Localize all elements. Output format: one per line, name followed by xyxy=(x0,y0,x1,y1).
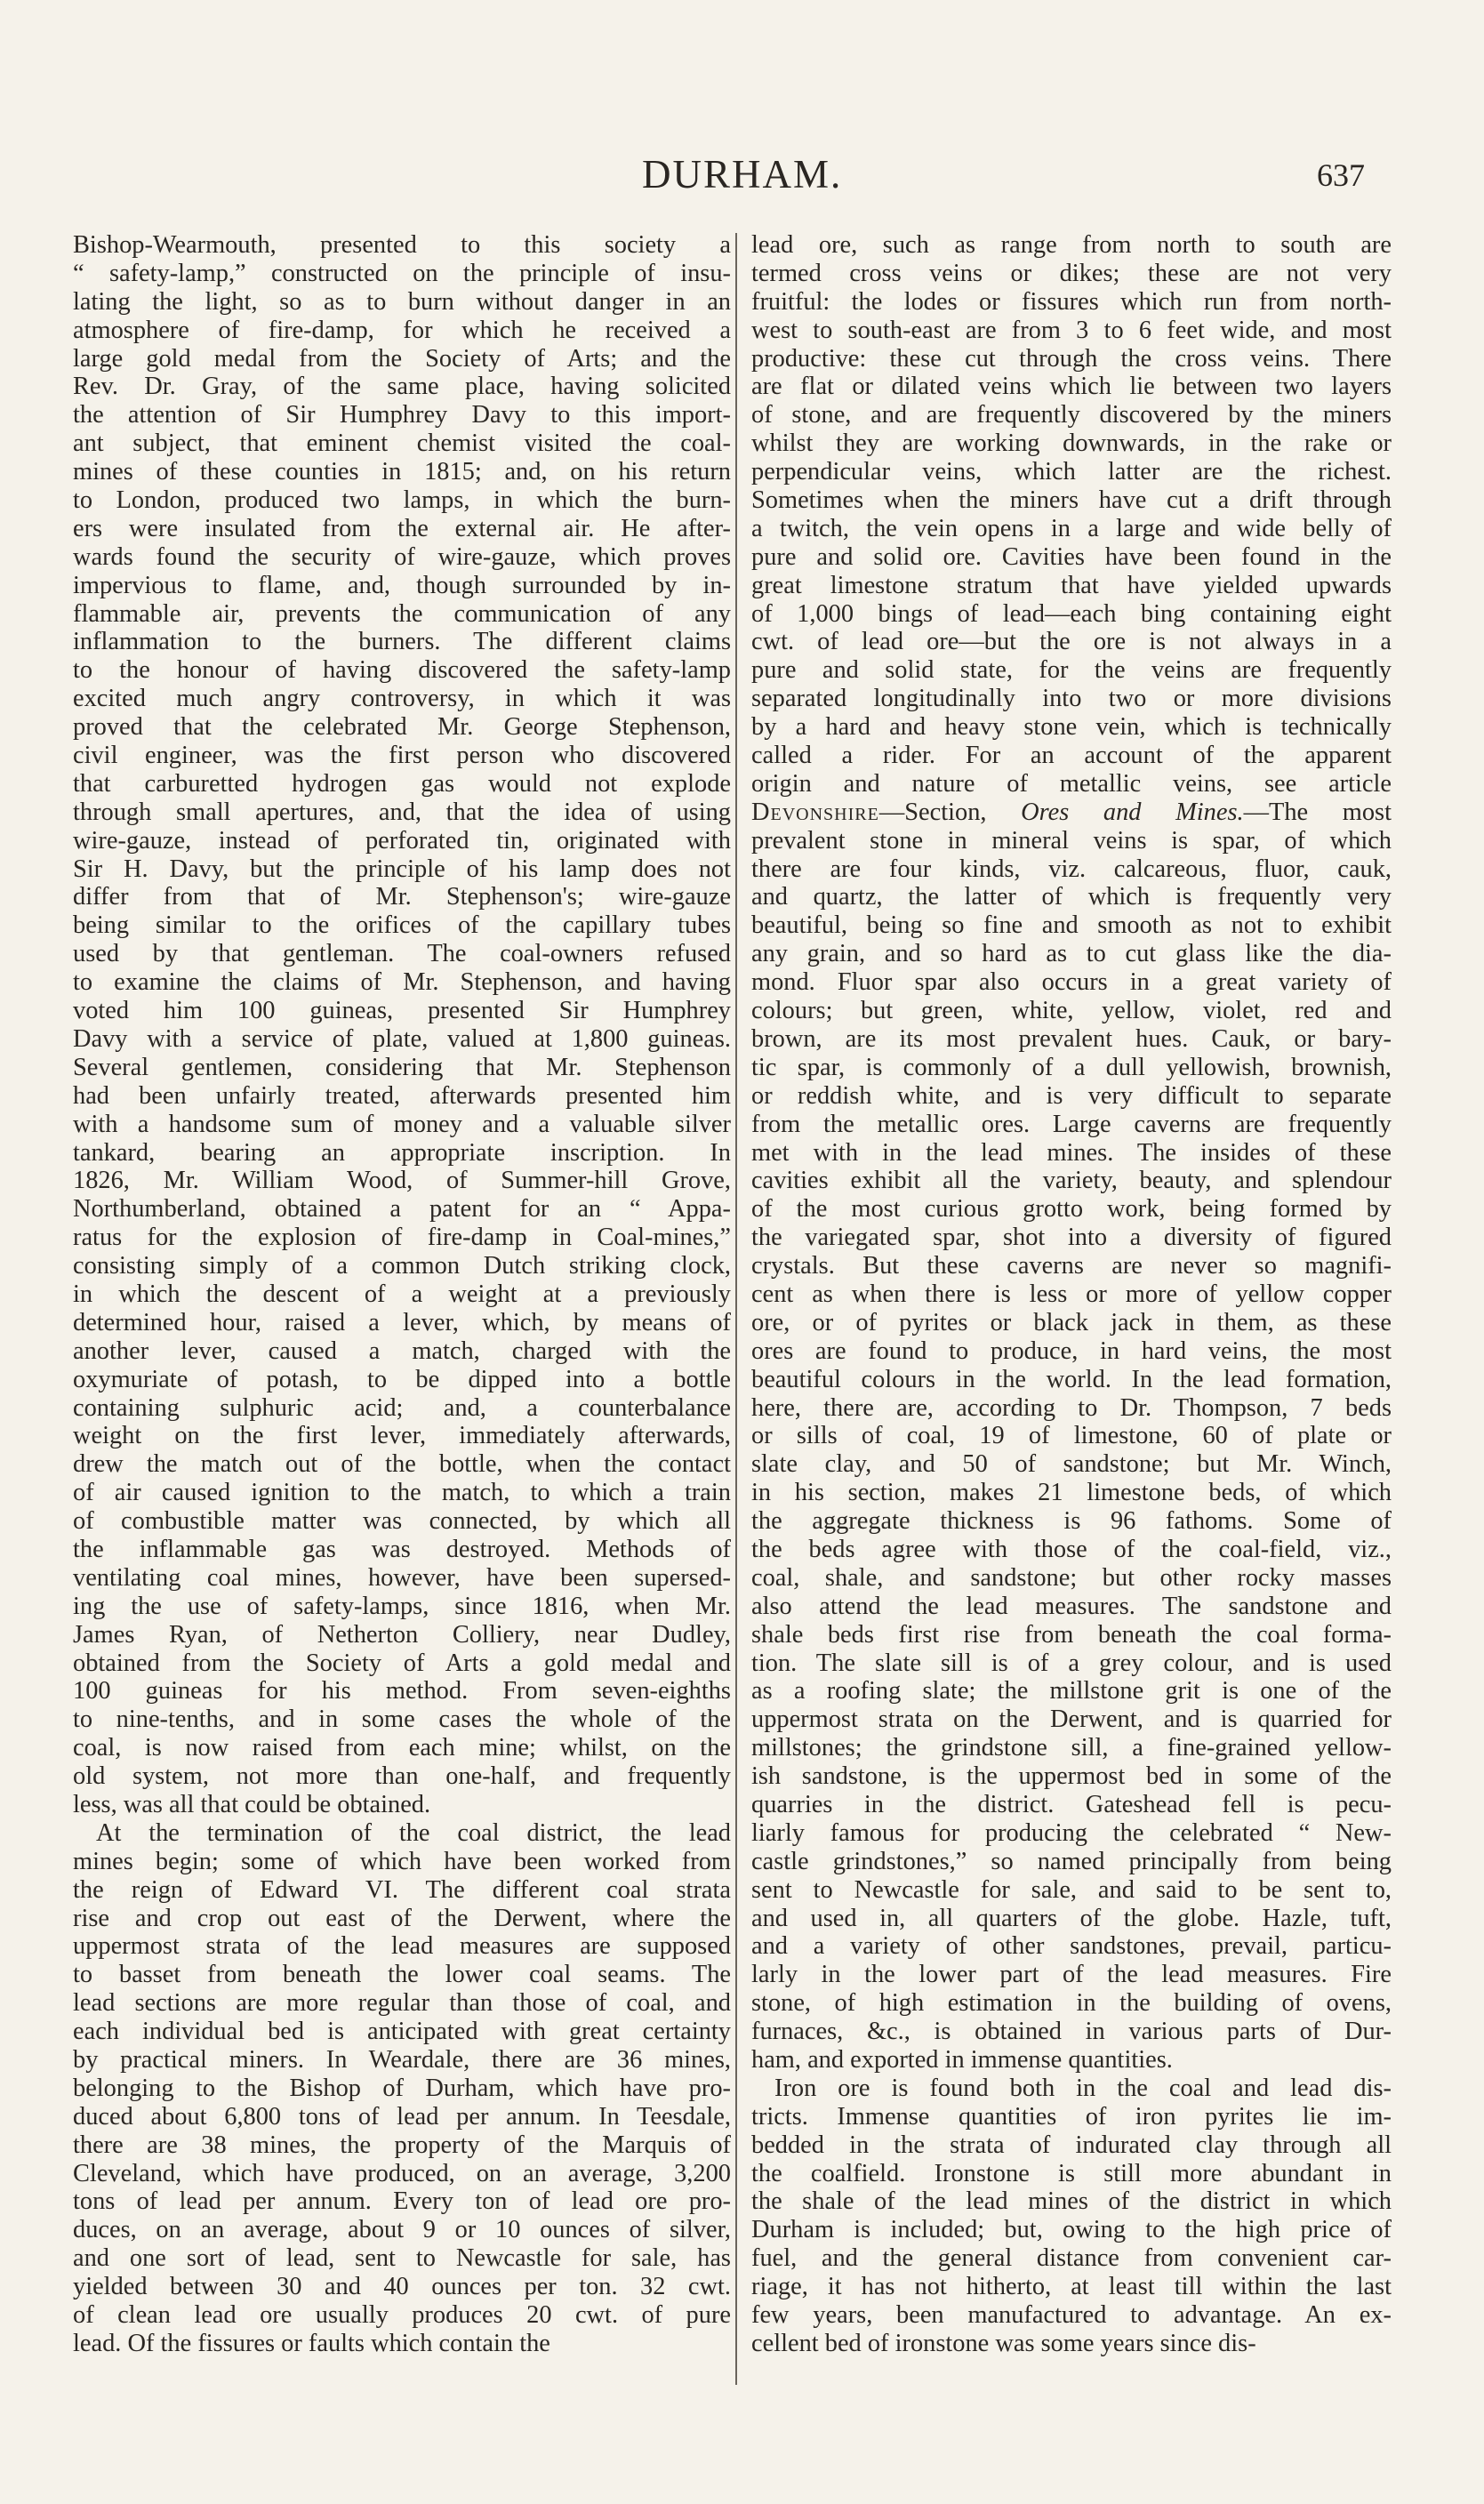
text-line: fuel, and the general distance from convenient car- xyxy=(751,2244,1392,2273)
text-line: flammable air, prevents the communication of any xyxy=(73,599,731,628)
text-line: by a hard and heavy stone vein, which is technically xyxy=(751,713,1392,742)
text-line: are flat or dilated veins which lie between two layers xyxy=(751,373,1392,401)
text-line: consisting simply of a common Dutch striking clock, xyxy=(73,1252,731,1280)
text-line: fruitful: the lodes or fissures which run from north- xyxy=(751,287,1392,316)
text-line: uppermost strata on the Derwent, and is quarried for xyxy=(751,1705,1392,1734)
text-line: the variegated spar, shot into a diversity of figured xyxy=(751,1224,1392,1252)
text-line: prevalent stone in mineral veins is spar, of which xyxy=(751,826,1392,855)
text-line: colours; but green, white, yellow, violet, red and xyxy=(751,997,1392,1025)
text-line: cavities exhibit all the variety, beauty, and splendour xyxy=(751,1167,1392,1195)
text-line: productive: these cut through the cross veins. There xyxy=(751,344,1392,373)
text-line: a twitch, the vein opens in a large and wide belly of xyxy=(751,514,1392,542)
text-line: by practical miners. In Weardale, there are 36 mines, xyxy=(73,2046,731,2074)
text-line: here, there are, according to Dr. Thompson, 7 beds xyxy=(751,1393,1392,1422)
text-line: Bishop-Wearmouth, presented to this society a xyxy=(73,231,731,259)
text-line: the shale of the lead mines of the district in which xyxy=(751,2187,1392,2216)
text-line: to London, produced two lamps, in which the burn- xyxy=(73,486,731,515)
text-line: Sir H. Davy, but the principle of his lamp does not xyxy=(73,855,731,883)
text-line: drew the match out of the bottle, when the contact xyxy=(73,1450,731,1479)
text-line: west to south-east are from 3 to 6 feet wide, and most xyxy=(751,316,1392,344)
text-line: beautiful, being so fine and smooth as not to exhibit xyxy=(751,911,1392,940)
text-line: “ safety-lamp,” constructed on the principle of insu- xyxy=(73,259,731,287)
text-line: ratus for the explosion of fire-damp in Coal-mines,” xyxy=(73,1224,731,1252)
text-line: the attention of Sir Humphrey Davy to this import- xyxy=(73,401,731,429)
text-line: differ from that of Mr. Stephenson's; wire-gauze xyxy=(73,883,731,911)
text-line: as a roofing slate; the millstone grit is one of the xyxy=(751,1677,1392,1705)
text-line: and quartz, the latter of which is frequently very xyxy=(751,883,1392,911)
text-line: the beds agree with those of the coal-field, viz., xyxy=(751,1535,1392,1563)
text-line: lating the light, so as to burn without danger in an xyxy=(73,287,731,316)
text-line: separated longitudinally into two or more divisions xyxy=(751,685,1392,713)
text-line: Rev. Dr. Gray, of the same place, having solicited xyxy=(73,373,731,401)
text-line: pure and solid ore. Cavities have been found in the xyxy=(751,542,1392,571)
text-line: rise and crop out east of the Derwent, where the xyxy=(73,1904,731,1932)
text-line: ores are found to produce, in hard veins, the most xyxy=(751,1336,1392,1365)
text-line: Davy with a service of plate, valued at 1,800 guineas. xyxy=(73,1024,731,1053)
text-line: cwt. of lead ore—but the ore is not always in a xyxy=(751,628,1392,656)
page-number: 637 xyxy=(1317,157,1365,193)
text-line: cent as when there is less or more of yellow copper xyxy=(751,1280,1392,1308)
text-line: from the metallic ores. Large caverns are frequently xyxy=(751,1110,1392,1138)
text-line: Durham is included; but, owing to the high price of xyxy=(751,2216,1392,2244)
text-line: duced about 6,800 tons of lead per annum. In Teesdale, xyxy=(73,2102,731,2131)
text-line: the aggregate thickness is 96 fathoms. Some of xyxy=(751,1507,1392,1536)
text-line: through small apertures, and, that the idea of using xyxy=(73,798,731,826)
text-line: termed cross veins or dikes; these are not very xyxy=(751,259,1392,287)
text-line: to nine-tenths, and in some cases the whole of the xyxy=(73,1705,731,1734)
text-line: liarly famous for producing the celebrated “ New- xyxy=(751,1818,1392,1847)
text-line: Cleveland, which have produced, on an average, 3,200 xyxy=(73,2159,731,2187)
text-line: and one sort of lead, sent to Newcastle for sale, has xyxy=(73,2244,731,2273)
text-line: pure and solid state, for the veins are frequently xyxy=(751,656,1392,685)
text-line: or reddish white, and is very difficult to separate xyxy=(751,1081,1392,1110)
text-line: duces, on an average, about 9 or 10 ounces of silver, xyxy=(73,2216,731,2244)
right-column xyxy=(751,231,1392,2358)
text-line: large gold medal from the Society of Arts; and the xyxy=(73,344,731,373)
text-line: in his section, makes 21 limestone beds, of which xyxy=(751,1479,1392,1507)
text-line: also attend the lead measures. The sandstone and xyxy=(751,1592,1392,1620)
text-line: wards found the security of wire-gauze, which proves xyxy=(73,542,731,571)
text-line: proved that the celebrated Mr. George Stephenson, xyxy=(73,713,731,742)
text-line: there are 38 mines, the property of the Marquis of xyxy=(73,2131,731,2159)
text-line: larly in the lower part of the lead measures. Fire xyxy=(751,1961,1392,1989)
text-line: beautiful colours in the world. In the lead formation, xyxy=(751,1365,1392,1393)
text-line: ventilating coal mines, however, have been supersed- xyxy=(73,1563,731,1592)
text-line: and a variety of other sandstones, prevail, particu- xyxy=(751,1932,1392,1961)
text-line: whilst they are working downwards, in the rake or xyxy=(751,429,1392,458)
text-line: the coalfield. Ironstone is still more abundant in xyxy=(751,2159,1392,2187)
text-line: tons of lead per annum. Every ton of lead ore pro- xyxy=(73,2187,731,2216)
text-line: of clean lead ore usually produces 20 cwt. of pure xyxy=(73,2301,731,2330)
text-line: ers were insulated from the external air. He after- xyxy=(73,514,731,542)
text-line: Iron ore is found both in the coal and lead dis- xyxy=(774,2074,1392,2102)
text-line: in which the descent of a weight at a previously xyxy=(73,1280,731,1308)
text-line: called a rider. For an account of the apparent xyxy=(751,742,1392,770)
text-line: coal, is now raised from each mine; whilst, on the xyxy=(73,1734,731,1762)
text-line: determined hour, raised a lever, which, by means of xyxy=(73,1308,731,1336)
text-line: lead. Of the fissures or faults which contain the xyxy=(73,2329,550,2357)
text-line: perpendicular veins, which latter are the richest. xyxy=(751,458,1392,486)
text-line: to the honour of having discovered the safety-lamp xyxy=(73,656,731,685)
text-line: castle grindstones,” so named principally from being xyxy=(751,1847,1392,1875)
text-line: wire-gauze, instead of perforated tin, originated with xyxy=(73,826,731,855)
text-line: less, was all that could be obtained. xyxy=(73,1790,431,1818)
text-line: riage, it has not hitherto, at least till within the last xyxy=(751,2273,1392,2301)
text-line: tion. The slate sill is of a grey colour, and is used xyxy=(751,1649,1392,1677)
text-line: ore, or of pyrites or black jack in them, as these xyxy=(751,1308,1392,1336)
text-line: slate clay, and 50 of sandstone; but Mr. Winch, xyxy=(751,1450,1392,1479)
text-line: the reign of Edward VI. The different coal strata xyxy=(73,1875,731,1904)
text-line: inflammation to the burners. The different claims xyxy=(73,628,731,656)
text-line: James Ryan, of Netherton Colliery, near Dudley, xyxy=(73,1620,731,1649)
text-line: to basset from beneath the lower coal seams. The xyxy=(73,1961,731,1989)
left-column xyxy=(73,231,731,2358)
text-line: to examine the claims of Mr. Stephenson, and having xyxy=(73,968,731,997)
text-line: quarries in the district. Gateshead fell is pecu- xyxy=(751,1790,1392,1818)
text-line: used by that gentleman. The coal-owners refused xyxy=(73,940,731,968)
text-line: oxymuriate of potash, to be dipped into a bottle xyxy=(73,1365,731,1393)
text-line: or sills of coal, 19 of limestone, 60 of plate or xyxy=(751,1422,1392,1450)
text-line: Sometimes when the miners have cut a drift through xyxy=(751,486,1392,515)
text-line: origin and nature of metallic veins, see article xyxy=(751,769,1392,798)
text-line: excited much angry controversy, in which it was xyxy=(73,685,731,713)
text-line: atmosphere of fire-damp, for which he received a xyxy=(73,316,731,344)
text-line: yielded between 30 and 40 ounces per ton. 32 cwt. xyxy=(73,2273,731,2301)
text-line: each individual bed is anticipated with great certainty xyxy=(73,2018,731,2046)
text-line: ing the use of safety-lamps, since 1816, when Mr. xyxy=(73,1592,731,1620)
text-line: 100 guineas for his method. From seven-eighths xyxy=(73,1677,731,1705)
text-line: met with in the lead mines. The insides of these xyxy=(751,1138,1392,1167)
text-line: shale beds first rise from beneath the coal forma- xyxy=(751,1620,1392,1649)
text-line: of 1,000 bings of lead—each bing containing eight xyxy=(751,599,1392,628)
text-line: At the termination of the coal district, the lead xyxy=(96,1818,731,1847)
page-title: DURHAM. xyxy=(642,152,843,197)
text-line: uppermost strata of the lead measures are supposed xyxy=(73,1932,731,1961)
text-line: of the most curious grotto work, being formed by xyxy=(751,1195,1392,1224)
text-line: any grain, and so hard as to cut glass like the dia- xyxy=(751,940,1392,968)
text-line: furnaces, &c., is obtained in various parts of Dur- xyxy=(751,2018,1392,2046)
text-line: ant subject, that eminent chemist visited the coal- xyxy=(73,429,731,458)
text-line: impervious to flame, and, though surrounded by in- xyxy=(73,571,731,599)
text-line: brown, are its most prevalent hues. Cauk, or bary- xyxy=(751,1024,1392,1053)
running-head xyxy=(0,151,1484,205)
text-line: and used in, all quarters of the globe. Hazle, tuft, xyxy=(751,1904,1392,1932)
text-line: of air caused ignition to the match, to which a train xyxy=(73,1479,731,1507)
text-line: Several gentlemen, considering that Mr. Stephenson xyxy=(73,1053,731,1081)
text-line: lead sections are more regular than those of coal, and xyxy=(73,1989,731,2018)
text-line: tic spar, is commonly of a dull yellowish, brownish, xyxy=(751,1053,1392,1081)
text-line: weight on the first lever, immediately afterwards, xyxy=(73,1422,731,1450)
text-line: of combustible matter was connected, by which all xyxy=(73,1507,731,1536)
text-line: ham, and exported in immense quantities. xyxy=(751,2046,1173,2074)
text-line: few years, been manufactured to advantage. An ex- xyxy=(751,2301,1392,2330)
text-line: that carburetted hydrogen gas would not explode xyxy=(73,769,731,798)
text-line: crystals. But these caverns are never so magnifi- xyxy=(751,1252,1392,1280)
text-line: being similar to the orifices of the capillary tubes xyxy=(73,911,731,940)
text-line: coal, shale, and sandstone; but other rocky masses xyxy=(751,1563,1392,1592)
text-line: mond. Fluor spar also occurs in a great variety of xyxy=(751,968,1392,997)
text-line: Devonshire—Section, Ores and Mines.—The most xyxy=(751,798,1392,826)
text-line: mines begin; some of which have been worked from xyxy=(73,1847,731,1875)
text-line: the inflammable gas was destroyed. Methods of xyxy=(73,1535,731,1563)
column-divider xyxy=(735,233,737,2385)
text-line: there are four kinds, viz. calcareous, fluor, cauk, xyxy=(751,855,1392,883)
text-line: sent to Newcastle for sale, and said to be sent to, xyxy=(751,1875,1392,1904)
text-line: containing sulphuric acid; and, a counterbalance xyxy=(73,1393,731,1422)
text-line: another lever, caused a match, charged with the xyxy=(73,1336,731,1365)
text-line: mines of these counties in 1815; and, on his return xyxy=(73,458,731,486)
text-line: bedded in the strata of indurated clay through all xyxy=(751,2131,1392,2159)
text-line: obtained from the Society of Arts a gold medal and xyxy=(73,1649,731,1677)
text-line: stone, of high estimation in the building of ovens, xyxy=(751,1989,1392,2018)
text-line: 1826, Mr. William Wood, of Summer-hill Grove, xyxy=(73,1167,731,1195)
text-line: with a handsome sum of money and a valuable silver xyxy=(73,1110,731,1138)
text-line: old system, not more than one-half, and frequently xyxy=(73,1762,731,1791)
text-line: had been unfairly treated, afterwards presented him xyxy=(73,1081,731,1110)
text-line: tricts. Immense quantities of iron pyrites lie im- xyxy=(751,2102,1392,2131)
text-line: belonging to the Bishop of Durham, which have pro- xyxy=(73,2074,731,2102)
text-line: voted him 100 guineas, presented Sir Humphrey xyxy=(73,997,731,1025)
text-line: ish sandstone, is the uppermost bed in some of the xyxy=(751,1762,1392,1791)
text-line: of stone, and are frequently discovered by the miners xyxy=(751,401,1392,429)
text-line: cellent bed of ironstone was some years since dis- xyxy=(751,2329,1256,2357)
text-line: lead ore, such as range from north to south are xyxy=(751,231,1392,259)
text-line: millstones; the grindstone sill, a fine-grained yellow- xyxy=(751,1734,1392,1762)
text-line: great limestone stratum that have yielded upwards xyxy=(751,571,1392,599)
text-line: civil engineer, was the first person who discovered xyxy=(73,742,731,770)
text-line: Northumberland, obtained a patent for an “ Appa- xyxy=(73,1195,731,1224)
text-line: tankard, bearing an appropriate inscription. In xyxy=(73,1138,731,1167)
